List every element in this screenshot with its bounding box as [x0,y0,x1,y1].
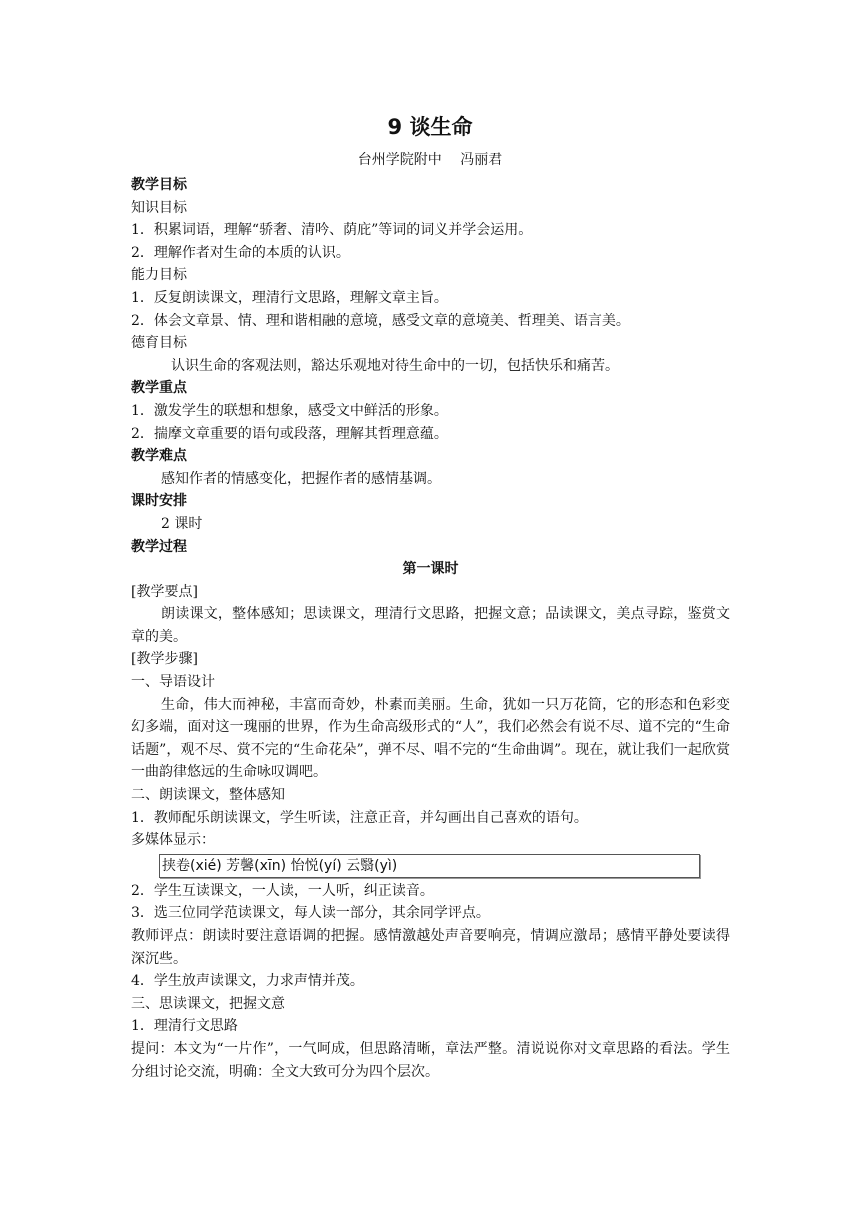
document-body [131,174,730,1083]
section-heading: 教学过程 [131,538,187,555]
section-heading: 课时安排 [131,493,187,510]
list-item: 1．激发学生的联想和想象，感受文中鲜活的形象。 [131,402,448,419]
paragraph-line: 感知作者的情感变化，把握作者的感情基调。 [161,470,441,487]
list-item: 2．理解作者对生命的本质的认识。 [131,244,350,261]
bracket-heading: [教学步骤] [131,651,198,668]
step-heading: 二、朗读课文，整体感知 [131,787,285,804]
list-item: 2．学生互读课文，一人读，一人听，纠正读音。 [131,882,434,899]
list-item: 1．教师配乐朗读课文，学生听读，注意正音，并勾画出自己喜欢的语句。 [131,809,588,826]
section-heading: 教学目标 [131,177,187,193]
paragraph: 生命，伟大而神秘，丰富而奇妙，朴素而美丽。生命，犹如一只万花筒，它的形态和色彩变幻多端，面对这一瑰丽的世界，作为生命高级形式的“人”，我们必然会有说不尽、道不完的“生命话题”，观不尽、赏不完的“生命花朵”，弹不尽、唱不完的“生命曲调”。现在，就让我们一起欣赏一曲韵律悠远的生命咏叹调吧。 [131,696,730,781]
subheading: 德育目标 [131,335,187,352]
paragraph: 提问：本文为“一片作”，一气呵成，但思路清晰，章法严整。清说说你对文章思路的看法。学生分组讨论交流，明确：全文大致可分为四个层次。 [131,1040,730,1080]
bracket-heading: [教学要点] [131,583,198,600]
list-item: 3．选三位同学范读课文，每人读一部分，其余同学评点。 [131,905,490,922]
paragraph-line: 2 课时 [161,515,203,532]
step-heading: 一、导语设计 [131,674,215,691]
list-item: 1．积累词语，理解“骄奢、清吟、荫庇”等词的词义并学会运用。 [131,222,533,239]
paragraph: 朗读课文，整体感知；思读课文，理清行文思路，把握文意；品读课文，美点寻踪，鉴赏文章的美。 [131,606,730,645]
subheading: 能力目标 [131,267,187,284]
list-item: 1．反复朗读课文，理清行文思路，理解文章主旨。 [131,289,448,306]
label-line: 多媒体显示： [131,832,215,849]
list-item: 4．学生放声读课文，力求声情并茂。 [131,973,364,990]
list-item: 2．揣摩文章重要的语句或段落，理解其哲理意蕴。 [131,425,448,442]
step-heading: 三、思读课文，把握文意 [131,995,285,1012]
paragraph: 教师评点：朗读时要注意语调的把握。感情激越处声音要响亮，情调应激昂；感情平静处要读得深沉些。 [131,928,730,967]
section-heading: 教学难点 [131,448,187,465]
pinyin-box: 挟卷(xié) 芳馨(xīn) 怡悦(yí) 云翳(yì) [159,854,700,878]
list-item: 1．理清行文思路 [131,1018,238,1035]
subheading: 知识目标 [131,199,187,216]
section-heading: 教学重点 [131,380,187,397]
paragraph-line: 认识生命的客观法则，豁达乐观地对待生命中的一切，包括快乐和痛苦。 [171,357,619,374]
author-line: 台州学院附中 冯丽君 [357,152,503,168]
lesson-heading: 第一课时 [402,561,459,578]
page-title: 9 谈生命 [387,115,473,139]
list-item: 2．体会文章景、情、理和谐相融的意境，感受文章的意境美、哲理美、语言美。 [131,312,630,329]
